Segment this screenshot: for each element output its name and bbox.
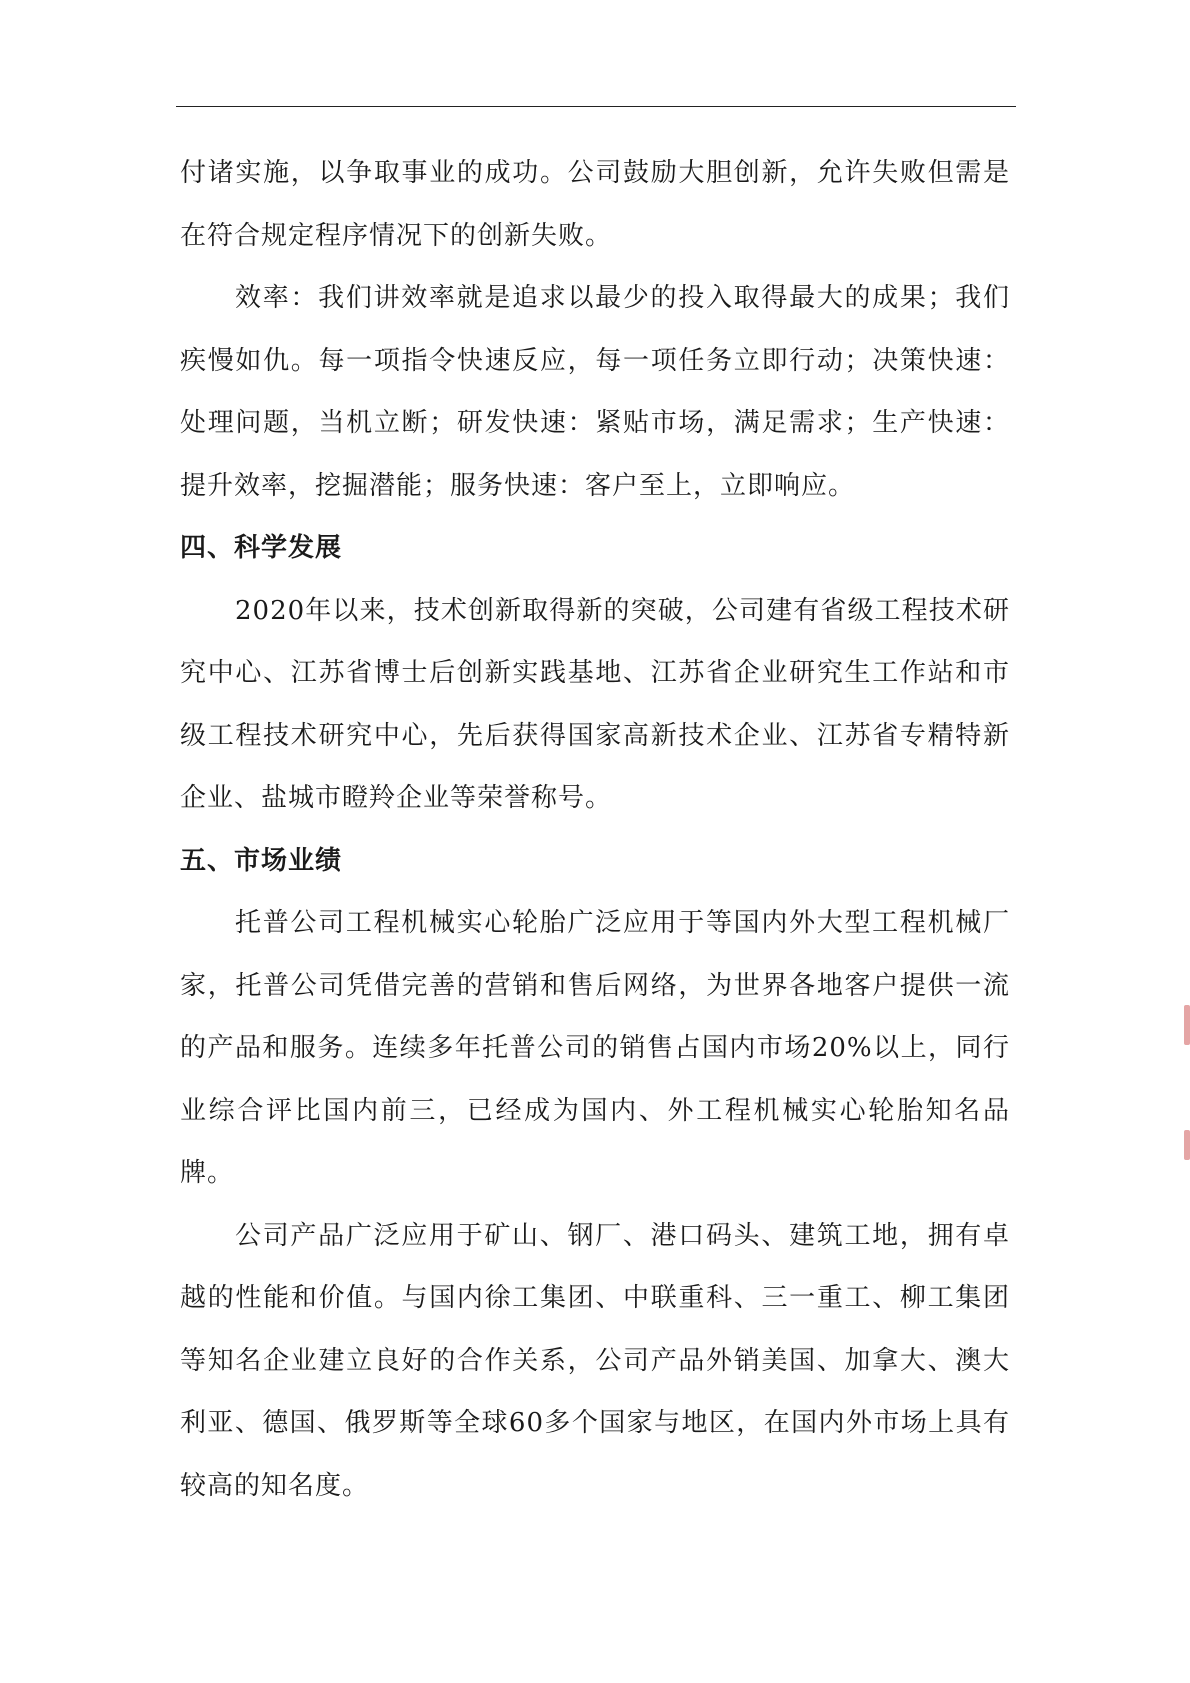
paragraph-market-performance: 托普公司工程机械实心轮胎广泛应用于等国内外大型工程机械厂家，托普公司凭借完善的营销和售后网络，为世界各地客户提供一流的产品和服务。连续多年托普公司的销售占国内市场20%以上，同行业综合评比国内前三，已经成为国内、外工程机械实心轮胎知名品牌。 [180, 908, 1010, 1188]
section-heading-science-development: 四、科学发展 [180, 533, 343, 563]
section-heading-market-performance: 五、市场业绩 [180, 845, 343, 876]
paragraph-efficiency: 效率：我们讲效率就是追求以最少的投入取得最大的成果；我们疾慢如仇。每一项指令快速反应，每一项任务立即行动；决策快速：处理问题，当机立断；研发快速：紧贴市场，满足需求；生产快速：提升效率，挖掘潜能；服务快速：客户至上，立即响应。 [180, 283, 1010, 501]
scan-edge-mark [1184, 1005, 1190, 1045]
paragraph-product-applications: 公司产品广泛应用于矿山、钢厂、港口码头、建筑工地，拥有卓越的性能和价值。与国内徐工集团、中联重科、三一重工、柳工集团等知名企业建立良好的合作关系，公司产品外销美国、加拿大、澳大利亚、德国、俄罗斯等全球60多个国家与地区，在国内外市场上具有较高的知名度。 [180, 1220, 1010, 1501]
paragraph-science-development: 2020年以来，技术创新取得新的突破，公司建有省级工程技术研究中心、江苏省博士后创新实践基地、江苏省企业研究生工作站和市级工程技术研究中心，先后获得国家高新技术企业、江苏省专精特新企业、盐城市瞪羚企业等荣誉称号。 [180, 595, 1010, 813]
scan-edge-mark [1184, 1130, 1190, 1160]
document-body [180, 142, 1010, 1517]
paragraph-innovation-continued: 付诸实施，以争取事业的成功。公司鼓励大胆创新，允许失败但需是在符合规定程序情况下的创新失败。 [180, 158, 1010, 251]
header-rule [176, 106, 1016, 107]
